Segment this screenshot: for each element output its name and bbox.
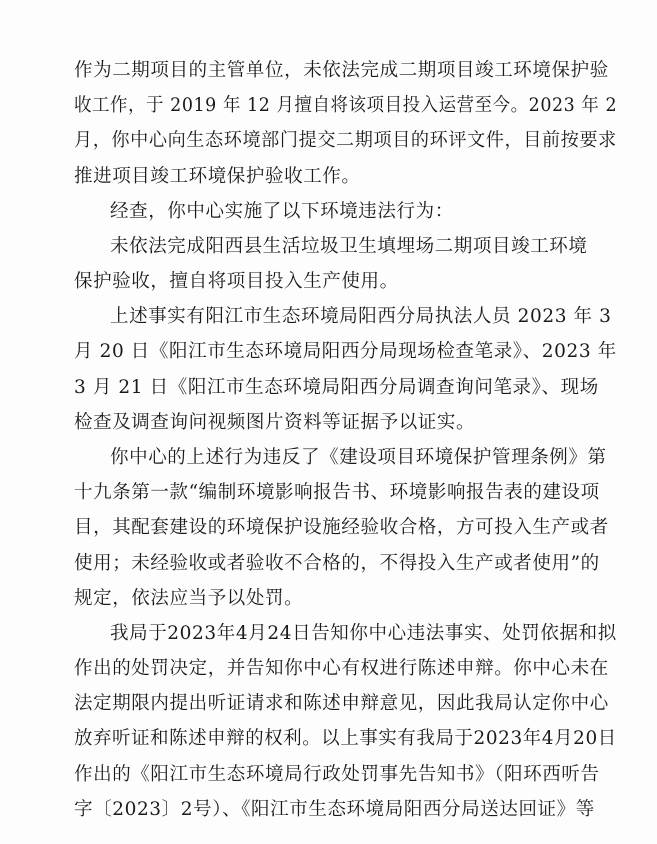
text-line-11: 检查及调查询问视频图片资料等证据予以证实。 xyxy=(74,411,476,433)
text-line-6: 未依法完成阳西县生活垃圾卫生填埋场二期项目竣工环境 xyxy=(110,235,588,257)
text-line-9: 月 20 日《阳江市生态环境局阳西分局现场检查笔录》、2023 年 xyxy=(74,341,617,363)
text-line-4: 推进项目竣工环境保护验收工作。 xyxy=(74,165,361,187)
text-line-3: 月，你中心向生态环境部门提交二期项目的环评文件，目前按要求 xyxy=(74,130,617,152)
text-line-16: 规定，依法应当予以处罚。 xyxy=(74,587,304,609)
text-line-15: 使用；未经验收或者验收不合格的，不得投入生产或者使用”的 xyxy=(74,552,600,574)
text-line-2: 收工作，于 2019 年 12 月擅自将该项目投入运营至今。2023 年 2 xyxy=(74,95,618,117)
text-line-18: 作出的处罚决定，并告知你中心有权进行陈述申辩。你中心未在 xyxy=(74,658,609,680)
text-line-14: 目，其配套建设的环境保护设施经验收合格，方可投入生产或者 xyxy=(74,517,609,539)
text-line-21: 作出的《阳江市生态环境局行政处罚事先告知书》（阳环西听告 xyxy=(74,763,600,785)
text-line-13: 十九条第一款“编制环境影响报告书、环境影响报告表的建设项 xyxy=(74,482,600,504)
text-line-5: 经查，你中心实施了以下环境违法行为： xyxy=(110,200,454,222)
text-line-7: 保护验收，擅自将项目投入生产使用。 xyxy=(74,271,399,293)
text-line-1: 作为二期项目的主管单位，未依法完成二期项目竣工环境保护验 xyxy=(74,60,609,81)
text-line-20: 放弃听证和陈述申辩的权利。以上事实有我局于2023年4月20日 xyxy=(74,728,617,750)
text-line-19: 法定期限内提出听证请求和陈述申辩意见，因此我局认定你中心 xyxy=(74,693,609,715)
text-line-10: 3 月 21 日《阳江市生态环境局阳西分局调查询问笔录》、现场 xyxy=(74,376,599,398)
text-line-8: 上述事实有阳江市生态环境局阳西分局执法人员 2023 年 3 xyxy=(110,306,612,328)
text-line-17: 我局于2023年4月24日告知你中心违法事实、处罚依据和拟 xyxy=(110,622,617,644)
text-line-12: 你中心的上述行为违反了《建设项目环境保护管理条例》第 xyxy=(110,447,607,468)
text-line-22: 字〔2023〕2号）、《阳江市生态环境局阳西分局送达回证》等 xyxy=(74,798,595,820)
